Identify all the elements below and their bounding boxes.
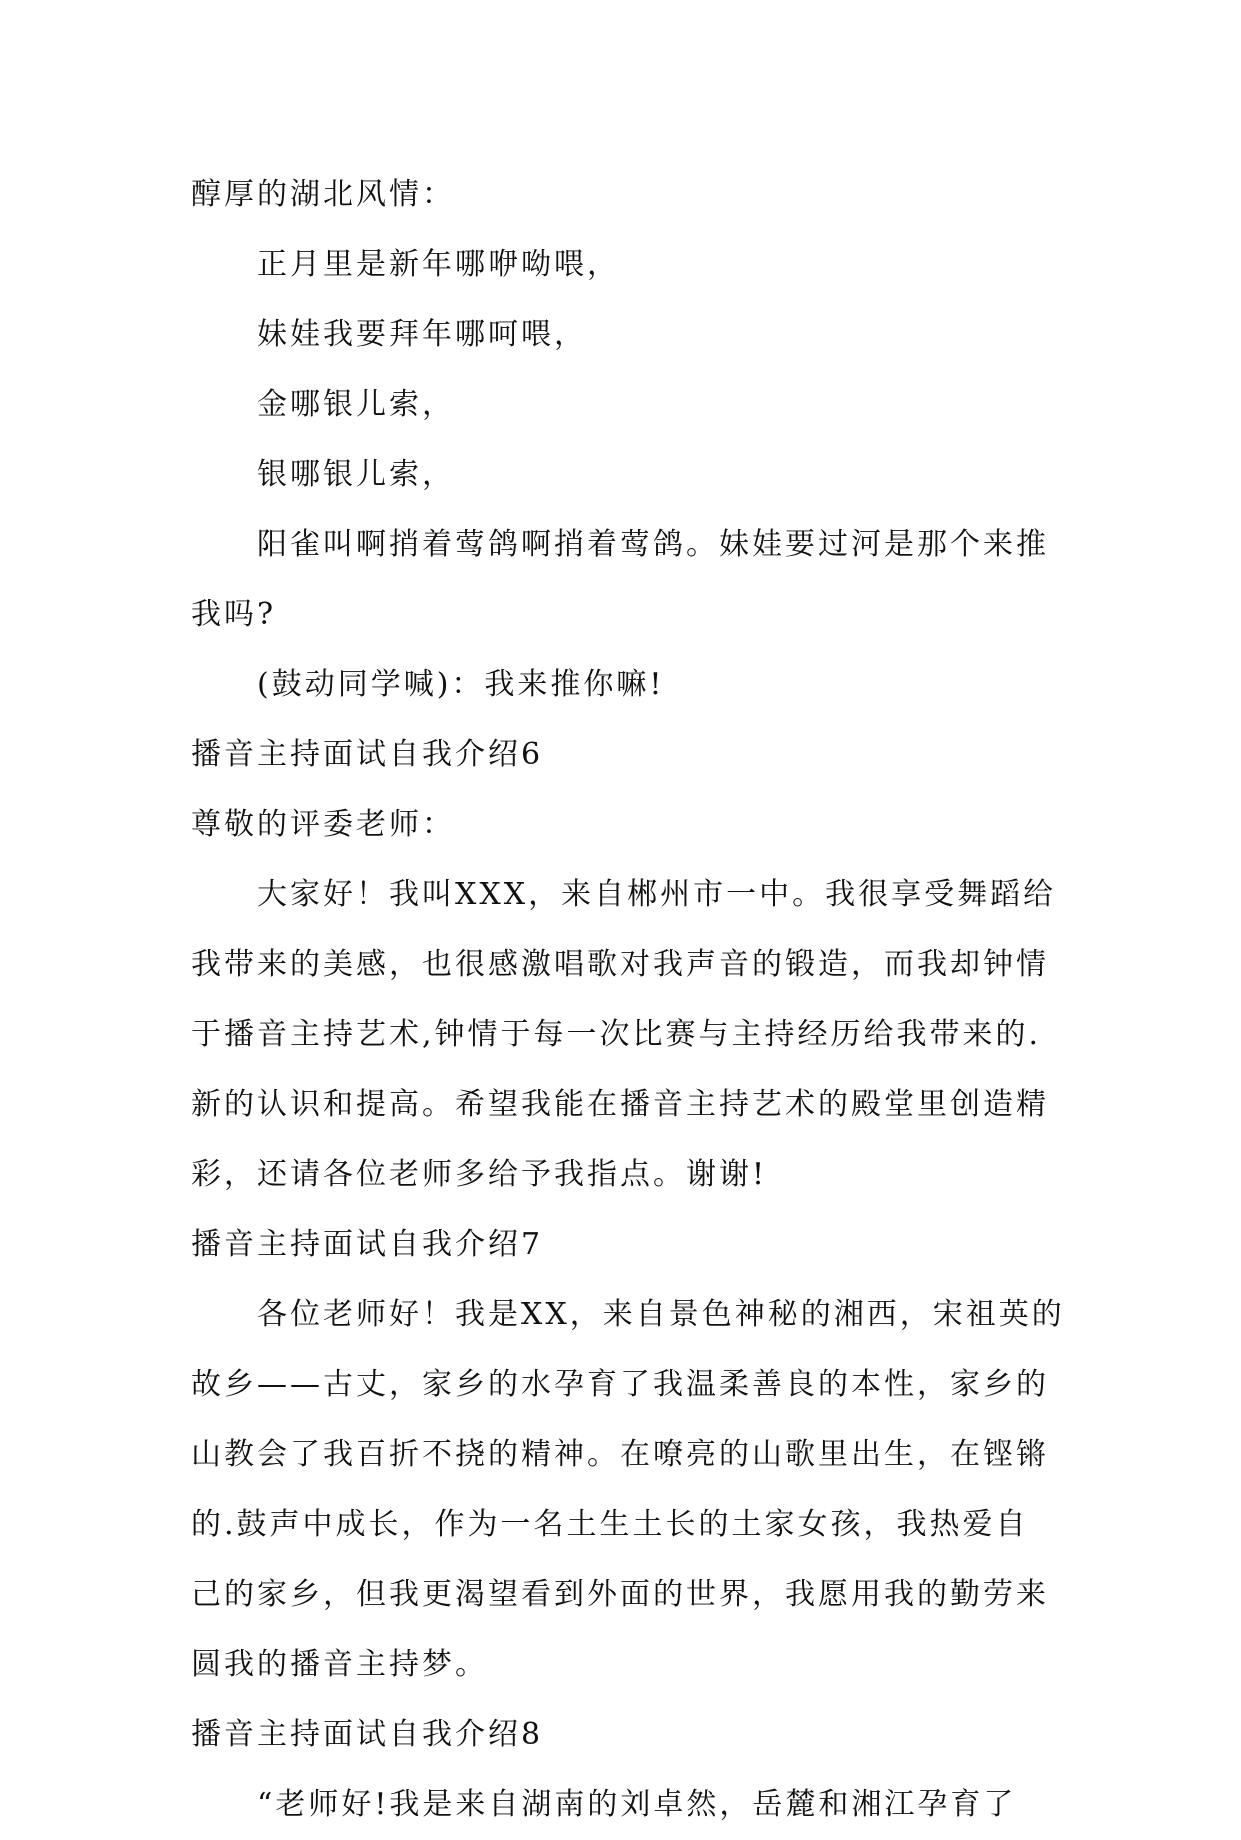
text-line: 于播音主持艺术,钟情于每一次比赛与主持经历给我带来的.	[191, 1017, 1042, 1052]
text-line: 妹娃我要拜年哪呵喂，	[257, 317, 587, 352]
text-line: 己的家乡，但我更渴望看到外面的世界，我愿用我的勤劳来	[191, 1577, 1049, 1612]
text-line: (鼓动同学喊)：我来推你嘛!	[257, 667, 665, 702]
section-heading: 播音主持面试自我介绍6	[191, 737, 544, 772]
text-line: 的.鼓声中成长，作为一名土生土长的土家女孩，我热爱自	[191, 1507, 1029, 1542]
text-line: 金哪银儿索，	[257, 387, 455, 422]
text-line: 山教会了我百折不挠的精神。在嘹亮的山歌里出生，在铿锵	[191, 1437, 1049, 1472]
text-line: 新的认识和提高。希望我能在播音主持艺术的殿堂里创造精	[191, 1087, 1049, 1122]
text-line: 银哪银儿索，	[257, 457, 455, 492]
text-line: 圆我的播音主持梦。	[191, 1647, 488, 1682]
section-heading: 播音主持面试自我介绍8	[191, 1717, 544, 1752]
text-line: 尊敬的评委老师：	[191, 807, 455, 842]
text-line: 大家好！我叫XXX，来自郴州市一中。我很享受舞蹈给	[257, 877, 1057, 912]
text-line: 醇厚的湖北风情：	[191, 177, 455, 212]
text-line: 彩，还请各位老师多给予我指点。谢谢!	[191, 1157, 768, 1192]
text-line: 我带来的美感，也很感激唱歌对我声音的锻造，而我却钟情	[191, 947, 1049, 982]
text-line: 各位老师好！我是XX，来自景色神秘的湘西，宋祖英的	[257, 1297, 1065, 1332]
text-line: 故乡——古丈，家乡的水孕育了我温柔善良的本性，家乡的	[191, 1367, 1049, 1402]
document-body	[191, 160, 1065, 1840]
text-line: 我吗?	[191, 597, 277, 632]
text-line: 阳雀叫啊捎着莺鸽啊捎着莺鸽。妹娃要过河是那个来推	[257, 527, 1049, 562]
text-line: “老师好!我是来自湖南的刘卓然，岳麓和湘江孕育了	[257, 1787, 1017, 1822]
section-heading: 播音主持面试自我介绍7	[191, 1227, 544, 1262]
text-line: 正月里是新年哪咿呦喂，	[257, 247, 620, 282]
